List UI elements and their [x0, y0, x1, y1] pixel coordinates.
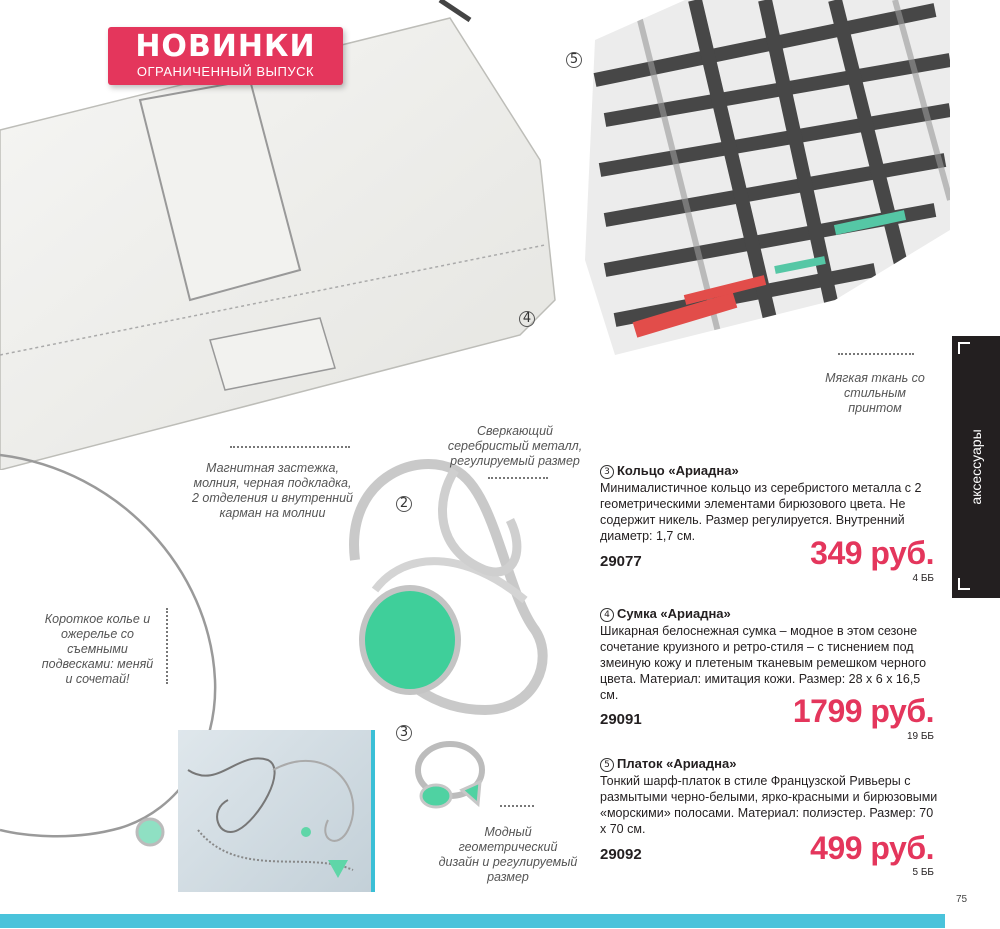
product-code: 29092	[600, 846, 642, 863]
callout-bag-connector	[230, 446, 350, 448]
product-title: 4 Сумка «Ариадна»	[600, 606, 940, 622]
product-description: Тонкий шарф-платок в стиле Французской Ривьеры с размытыми черно-белыми, ярко-красными и бирюзовыми «морскими» полосами. Материал: полиэстер. Размер: 70 х 70 см.	[600, 774, 938, 836]
bracelet-image	[335, 440, 575, 725]
product-points: 19 ББ	[906, 731, 934, 742]
new-limited-badge	[108, 27, 343, 85]
callout-scarf: Мягкая ткань со стильным принтом	[825, 371, 925, 415]
product-price: 1799 руб.	[792, 693, 934, 729]
product-bag	[600, 606, 940, 746]
marker-bracelet: 2	[396, 496, 412, 512]
product-description: Минималистичное кольцо из серебристого металла с 2 геометрическими элементами бирюзового цвета. Не содержит никель. Размер регулируется. Внутренний диаметр: 1,7 см.	[600, 481, 922, 543]
marker-scarf: 5	[566, 52, 582, 68]
ring-image	[400, 730, 515, 830]
callout-necklace: Короткое колье и ожерелье со съемными подвесками: меняй и сочетай!	[41, 612, 154, 686]
product-price: 349 руб.	[810, 535, 934, 571]
product-code: 29091	[600, 711, 642, 728]
badge-title: НОВИНКИ	[135, 29, 316, 64]
tab-bracket-bottom	[958, 578, 970, 590]
category-side-tab[interactable]	[952, 336, 1000, 598]
callout-scarf-connector	[838, 353, 914, 355]
product-points: 4 ББ	[912, 573, 934, 584]
product-number: 3	[600, 465, 614, 479]
product-scarf	[600, 756, 940, 881]
product-title: 3 Кольцо «Ариадна»	[600, 463, 940, 479]
page-number: 75	[956, 894, 968, 905]
callout-ring: Модный геометрический дизайн и регулируемый размер	[438, 825, 578, 884]
necklace-detail-photo	[178, 730, 375, 892]
product-description: Шикарная белоснежная сумка – модное в этом сезоне сочетание круизного и ретро-стиля – с тиснением под змеиную кожу и плетеным тканевым ремешком черного цвета. Материал: имитация кожи. Размер: 28 х 6 х 16,5 см.	[600, 624, 927, 702]
callout-ring-connector	[500, 805, 534, 807]
category-label: аксессуары	[968, 429, 984, 505]
product-code: 29077	[600, 553, 642, 570]
scarf-image	[575, 0, 950, 390]
callout-bracelet-connector	[488, 477, 548, 479]
marker-bag: 4	[519, 311, 535, 327]
callout-bracelet: Сверкающий серебристый металл, регулируемый размер	[447, 424, 583, 468]
product-number: 5	[600, 758, 614, 772]
product-price: 499 руб.	[810, 830, 934, 866]
product-number: 4	[600, 608, 614, 622]
marker-ring: 3	[396, 725, 412, 741]
product-ring	[600, 463, 940, 583]
callout-bag: Магнитная застежка, молния, черная подкладка, 2 отделения и внутренний карман на молнии	[192, 461, 353, 520]
callout-necklace-connector	[166, 608, 168, 684]
tab-bracket-top	[958, 342, 970, 354]
badge-subtitle: ОГРАНИЧЕННЫЙ ВЫПУСК	[136, 64, 315, 79]
bottom-accent-bar	[0, 914, 945, 928]
product-points: 5 ББ	[912, 867, 934, 878]
product-title: 5 Платок «Ариадна»	[600, 756, 940, 772]
